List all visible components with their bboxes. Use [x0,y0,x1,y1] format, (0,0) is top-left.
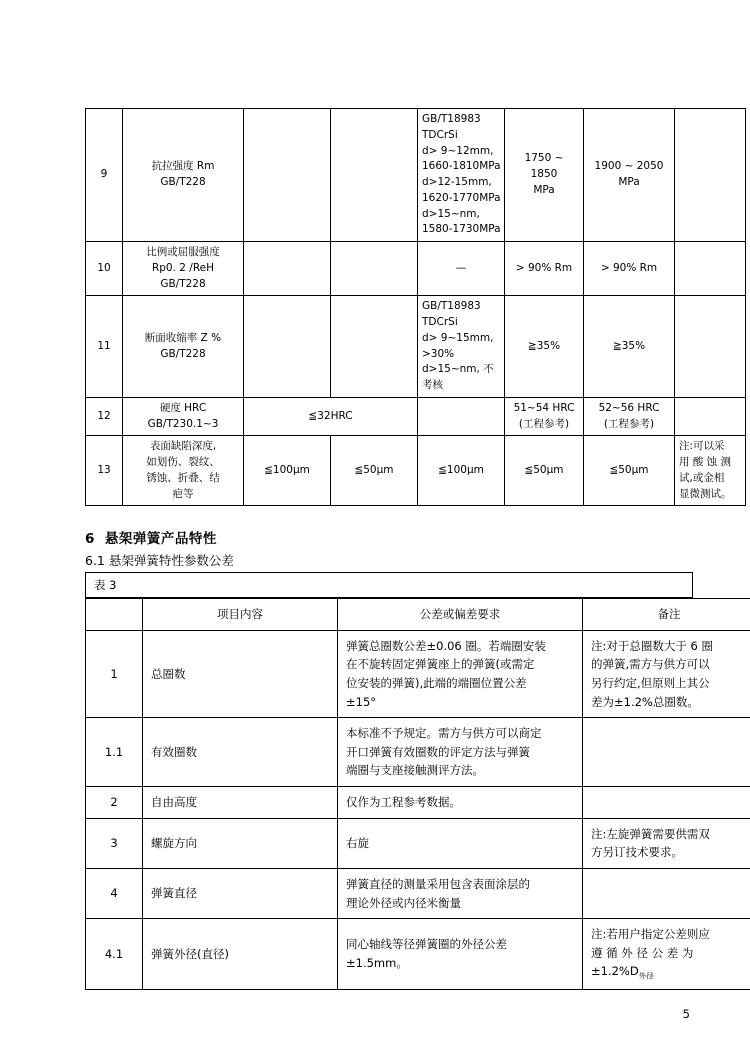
table-row [86,109,746,242]
note-line: 注:可以采 [679,440,725,453]
note-line: 用 酸 蚀 测 [679,456,732,468]
material-property-table [85,108,746,506]
row-item [123,296,244,398]
value-line: ≧35% [527,339,561,352]
value-line: MPa [618,176,640,188]
value-line: MPa [533,183,555,196]
row-item: 螺旋方向 [143,818,338,868]
cell-note [675,109,746,242]
note-line: 显微测试。 [679,487,732,500]
spec-line: 考核 [422,379,443,391]
req-line: 右旋 [346,835,369,850]
item-line: GB/T228 [160,277,206,290]
table-row [86,242,746,296]
value-line: > 90% Rm [515,261,573,274]
item-line: 表面缺陷深度, [149,440,217,453]
cell-col-b [331,242,418,296]
note-line: 的弹簧,需方与供方可以 [591,657,710,672]
item-line: 疤等 [172,487,194,500]
spring-tolerance-table [85,598,750,990]
value-line: ≦50μm [609,463,649,476]
cell-note [675,242,746,296]
cell-col-c: ≦100μm [418,436,505,506]
cell-col-a: ≦100μm [244,436,331,506]
note-line-text: ±1.2%D [591,964,639,979]
section-heading-6-1 [85,551,234,569]
table-row [86,630,750,718]
cell-col-a [244,242,331,296]
item-line: 抗拉强度 Rm [151,160,215,173]
req-line: 在不旋转固定弹簧座上的弹簧(或需定 [346,657,535,672]
section-heading-6 [85,527,217,547]
note-line: 遵 循 外 径 公 差 为 [591,945,694,960]
subsection-number: 6.1 [85,553,105,568]
note-line: 注:对于总圈数大于 6 圈 [591,638,714,653]
row-number: 13 [86,436,123,506]
value-line: 52~56 HRC [598,401,660,414]
value-line: ≦50μm [524,463,564,476]
note-line: 试,或金相 [679,471,725,484]
spec-line: — [455,261,467,274]
req-line: 弹簧直径的测量采用包含表面涂层的 [346,876,530,891]
req-line: 同心轴线等径弹簧圈的外径公差 [346,937,507,952]
spec-line: d>15~nm, [422,207,480,220]
table-row [86,919,750,990]
req-line: 开口弹簧有效圈数的评定方法与弹簧 [346,744,530,759]
spec-line: d> 9~12mm, [422,144,494,157]
column-header-note: 备注 [583,599,750,631]
req-line: ±15° [346,694,377,709]
section-title: 悬架弹簧产品特性 [104,531,217,547]
column-header-no [86,599,143,631]
value-line: ≧35% [612,339,646,352]
cell-col-e [584,397,675,436]
cell-col-d [505,296,584,398]
spec-line: d>12-15mm, [422,176,492,188]
row-note [583,818,750,868]
row-requirement [338,630,583,718]
note-line: 注:若用户指定公差则应 [591,927,710,942]
value-line: 1900 ~ 2050 [594,160,664,173]
cell-spec-list [418,109,505,242]
cell-col-e [584,109,675,242]
row-requirement [338,718,583,787]
table3-caption: 表 3 [85,572,693,598]
row-item [123,242,244,296]
item-line: 比例或屈服强度 [146,246,220,258]
spec-line: TDCrSi [422,316,458,328]
row-item: 自由高度 [143,787,338,819]
value-line: 1850 [530,168,558,181]
table-row [86,868,750,918]
row-item [123,397,244,436]
req-line: ±1.5mm。 [346,955,408,970]
value-line: > 90% Rm [600,261,658,274]
item-line: 如划伤、裂纹、 [146,456,220,468]
row-note [583,787,750,819]
spec-line: 1660-1810MPa [422,160,501,173]
cell-note [675,397,746,436]
spec-line: 1580-1730MPa [422,223,501,236]
note-line: 另行约定,但原则上其公 [591,675,710,690]
req-line: 仅作为工程参考数据。 [346,795,461,809]
value-line: 51~54 HRC [513,401,575,414]
table-row [86,718,750,787]
cell-col-d [505,436,584,506]
item-line: GB/T228 [160,176,206,188]
page-number: 5 [682,1007,690,1021]
spec-line: GB/T18983 [422,300,481,313]
cell-col-e [584,242,675,296]
req-line: 理论外径或内径米衡量 [346,895,461,910]
spec-line: d>15~nm, 不 [422,363,494,376]
spec-line: >30% [422,347,455,360]
spec-line: 1620-1770MPa [422,191,501,204]
table-row [86,436,746,506]
note-line: 注:左旋弹簧需要供需双 [591,826,710,841]
row-number: 10 [86,242,123,296]
req-line: 本标准不予规定。需方与供方可以商定 [346,726,542,741]
cell-spec-list [418,296,505,398]
item-line: 断面收缩率 Z % [144,331,222,344]
row-number: 3 [86,818,143,868]
row-number: 12 [86,397,123,436]
note-line: 差为±1.2%总圈数。 [591,694,699,709]
spec-line: d> 9~15mm, [422,331,494,344]
row-number: 4.1 [86,919,143,990]
table-row [86,296,746,398]
cell-col-a: ≦32HRC [244,397,418,436]
row-number: 4 [86,868,143,918]
row-number: 11 [86,296,123,398]
row-number: 1 [86,630,143,718]
spec-line: GB/T18983 [422,113,481,125]
cell-col-a [244,109,331,242]
cell-col-b [331,296,418,398]
table-row [86,818,750,868]
req-line: 弹簧总圈数公差±0.06 圈。若端圈安装 [346,638,546,653]
row-number: 2 [86,787,143,819]
row-requirement [338,787,583,819]
spec-line: TDCrSi [422,128,458,141]
item-line: GB/T228 [160,347,206,360]
value-line: (工程参考) [603,417,655,430]
row-requirement [338,868,583,918]
note-line: 方另订技术要求。 [591,845,683,860]
cell-col-e [584,296,675,398]
item-line: 锈蚀、折叠、结 [146,471,220,484]
row-item: 弹簧外径(直径) [143,919,338,990]
cell-col-d [505,242,584,296]
row-note [583,630,750,718]
cell-col-b: ≦50μm [331,436,418,506]
cell-note [675,296,746,398]
column-header-item: 项目内容 [143,599,338,631]
table-row [86,397,746,436]
table3-container [85,572,714,990]
cell-spec-list [418,242,505,296]
req-line: 位安装的弹簧),此端的端圈位置公差 [346,675,527,690]
row-requirement [338,818,583,868]
note-subscript: 外径 [638,971,654,981]
cell-col-e [584,436,675,506]
row-requirement [338,919,583,990]
row-item [123,436,244,506]
row-item: 有效圈数 [143,718,338,787]
row-number: 1.1 [86,718,143,787]
section-number: 6 [85,531,95,547]
value-line: (工程参考) [518,417,570,430]
row-number: 9 [86,109,123,242]
item-line: 硬度 HRC [159,401,207,414]
row-note [583,718,750,787]
item-line: GB/T230.1~3 [147,417,219,430]
item-line: Rp0. 2 /ReH [151,261,215,274]
row-note [583,868,750,918]
table-header-row [86,599,750,631]
row-item: 弹簧直径 [143,868,338,918]
subsection-title: 悬架弹簧特性参数公差 [108,553,234,568]
cell-col-d [505,397,584,436]
cell-col-b [331,109,418,242]
cell-col-a [244,296,331,398]
row-item: 总圈数 [143,630,338,718]
row-item [123,109,244,242]
value-line: 1750 ~ [524,152,564,165]
column-header-requirement: 公差或偏差要求 [338,599,583,631]
row-note [583,919,750,990]
cell-note [675,436,746,506]
cell-spec-list [418,397,505,436]
cell-col-d [505,109,584,242]
note-line [591,962,747,982]
table-row [86,787,750,819]
req-line: 端圈与支座接触测评方法。 [346,763,484,778]
